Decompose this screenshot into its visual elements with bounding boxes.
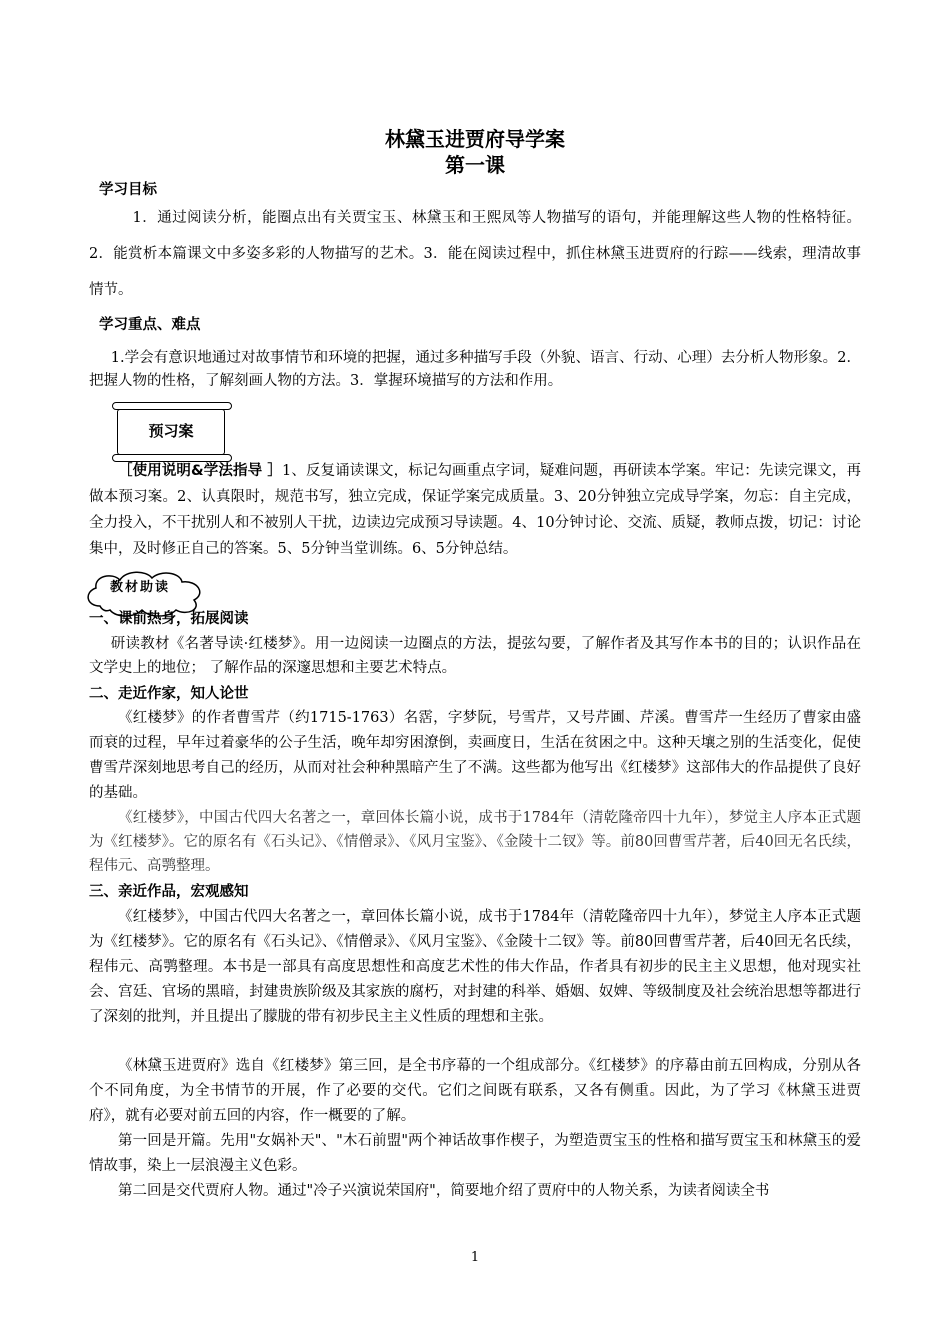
textbook-help-label: 教材助读	[110, 580, 171, 595]
section3-paragraph-2: 《林黛玉进贾府》选自《红楼梦》第三回，是全书序幕的一个组成部分。《红楼梦》的序幕由前五回构成，分别从各个不同角度，为全书情节的开展，作了必要的交代。它们之间既有联系，又各有侧重。因此，为了学习《林黛玉进贾府》，就有必要对前五回的内容，作一概要的了解。	[89, 1058, 861, 1124]
usage-label: ［使用说明&学法指导 ］	[118, 463, 283, 479]
section2-paragraph-1: 《红楼梦》的作者曹雪芹（约1715-1763）名霑，字梦阮，号雪芹，又号芹圃、芹溪。曹雪芹一生经历了曹家由盛而衰的过程，早年过着豪华的公子生活，晚年却穷困潦倒，卖画度日，生活在贫困之中。这种天壤之别的生活变化，促使曹雪芹深刻地思考自己的经历，从而对社会种种黑暗产生了不满。这些都为他写出《红楼梦》这部伟大的作品提供了良好的基础。	[89, 710, 861, 801]
page-subtitle: 第一课	[445, 153, 505, 177]
objectives-text: 1．通过阅读分析，能圈点出有关贾宝玉、林黛玉和王熙凤等人物描写的语句，并能理解这些人物的性格特征。2．能赏析本篇课文中多姿多彩的人物描写的艺术。3．能在阅读过程中，抓住林黛玉进贾府的行踪——线索，理清故事情节。	[89, 210, 861, 298]
key-points-text: 1.学会有意识地通过对故事情节和环境的把握，通过多种描写手段（外貌、语言、行动、心理）去分析人物形象。2．把握人物的性格，了解刻画人物的方法。3．掌握环境描写的方法和作用。	[89, 350, 861, 389]
section3-paragraph-4: 第二回是交代贾府人物。通过"冷子兴演说荣国府"，简要地介绍了贾府中的人物关系，为读者阅读全书	[118, 1183, 770, 1199]
key-points-heading: 学习重点、难点	[99, 317, 201, 333]
preview-label: 预习案	[148, 422, 194, 440]
section3-paragraph-1: 《红楼梦》，中国古代四大名著之一，章回体长篇小说，成书于1784年（清乾隆帝四十九年），梦觉主人序本正式题为《红楼梦》。它的原名有《石头记》、《情僧录》、《风月宝鉴》、《金陵十二钗》等。前80回曹雪芹著，后40回无名氏续，程伟元、高鹗整理。本书是一部具有高度思想性和高度艺术性的伟大作品，作者具有初步的民主主义思想，他对现实社会、宫廷、官场的黑暗，封建贵族阶级及其家族的腐朽，对封建的科举、婚姻、奴婢、等级制度及社会统治思想等都进行了深刻的批判，并且提出了朦胧的带有初步民主主义性质的理想和主张。	[89, 909, 861, 1025]
section3-paragraph-3: 第一回是开篇。先用"女娲补天"、"木石前盟"两个神话故事作楔子，为塑造贾宝玉的性格和描写贾宝玉和林黛玉的爱情故事，染上一层浪漫主义色彩。	[89, 1133, 861, 1174]
preview-scroll-banner	[117, 409, 225, 455]
usage-text: 1、反复诵读课文，标记勾画重点字词，疑难问题，再研读本学案。牢记：先读完课文，再做本预习案。2、认真限时，规范书写，独立完成，保证学案完成质量。3、20分钟独立完成导学案，勿忘：自主完成，全力投入，不干扰别人和不被别人干扰，边读边完成预习导读题。4、10分钟讨论、交流、质疑，教师点拨，切记：讨论集中，及时修正自己的答案。5、5分钟当堂训练。6、5分钟总结。	[89, 463, 861, 557]
objectives-heading: 学习目标	[99, 182, 157, 198]
section1-heading: 一、课前热身，拓展阅读	[89, 611, 249, 627]
section3-heading: 三、亲近作品，宏观感知	[89, 884, 249, 900]
section2-heading: 二、走近作家，知人论世	[89, 686, 249, 702]
usage-instructions	[89, 458, 861, 562]
page-number: 1	[470, 1250, 480, 1265]
page-title: 林黛玉进贾府导学案	[385, 127, 565, 151]
section2-paragraph-2: 《红楼梦》，中国古代四大名著之一，章回体长篇小说，成书于1784年（清乾隆帝四十九年），梦觉主人序本正式题为《红楼梦》。它的原名有《石头记》、《情僧录》、《风月宝鉴》、《金陵十二钗》等。前80回曹雪芹著，后40回无名氏续，程伟元、高鹗整理。	[89, 810, 861, 874]
section1-text: 研读教材《名著导读·红楼梦》。用一边阅读一边圈点的方法，提弦勾要，了解作者及其写作本书的目的；认识作品在文学史上的地位； 了解作品的深邃思想和主要艺术特点。	[89, 636, 861, 676]
